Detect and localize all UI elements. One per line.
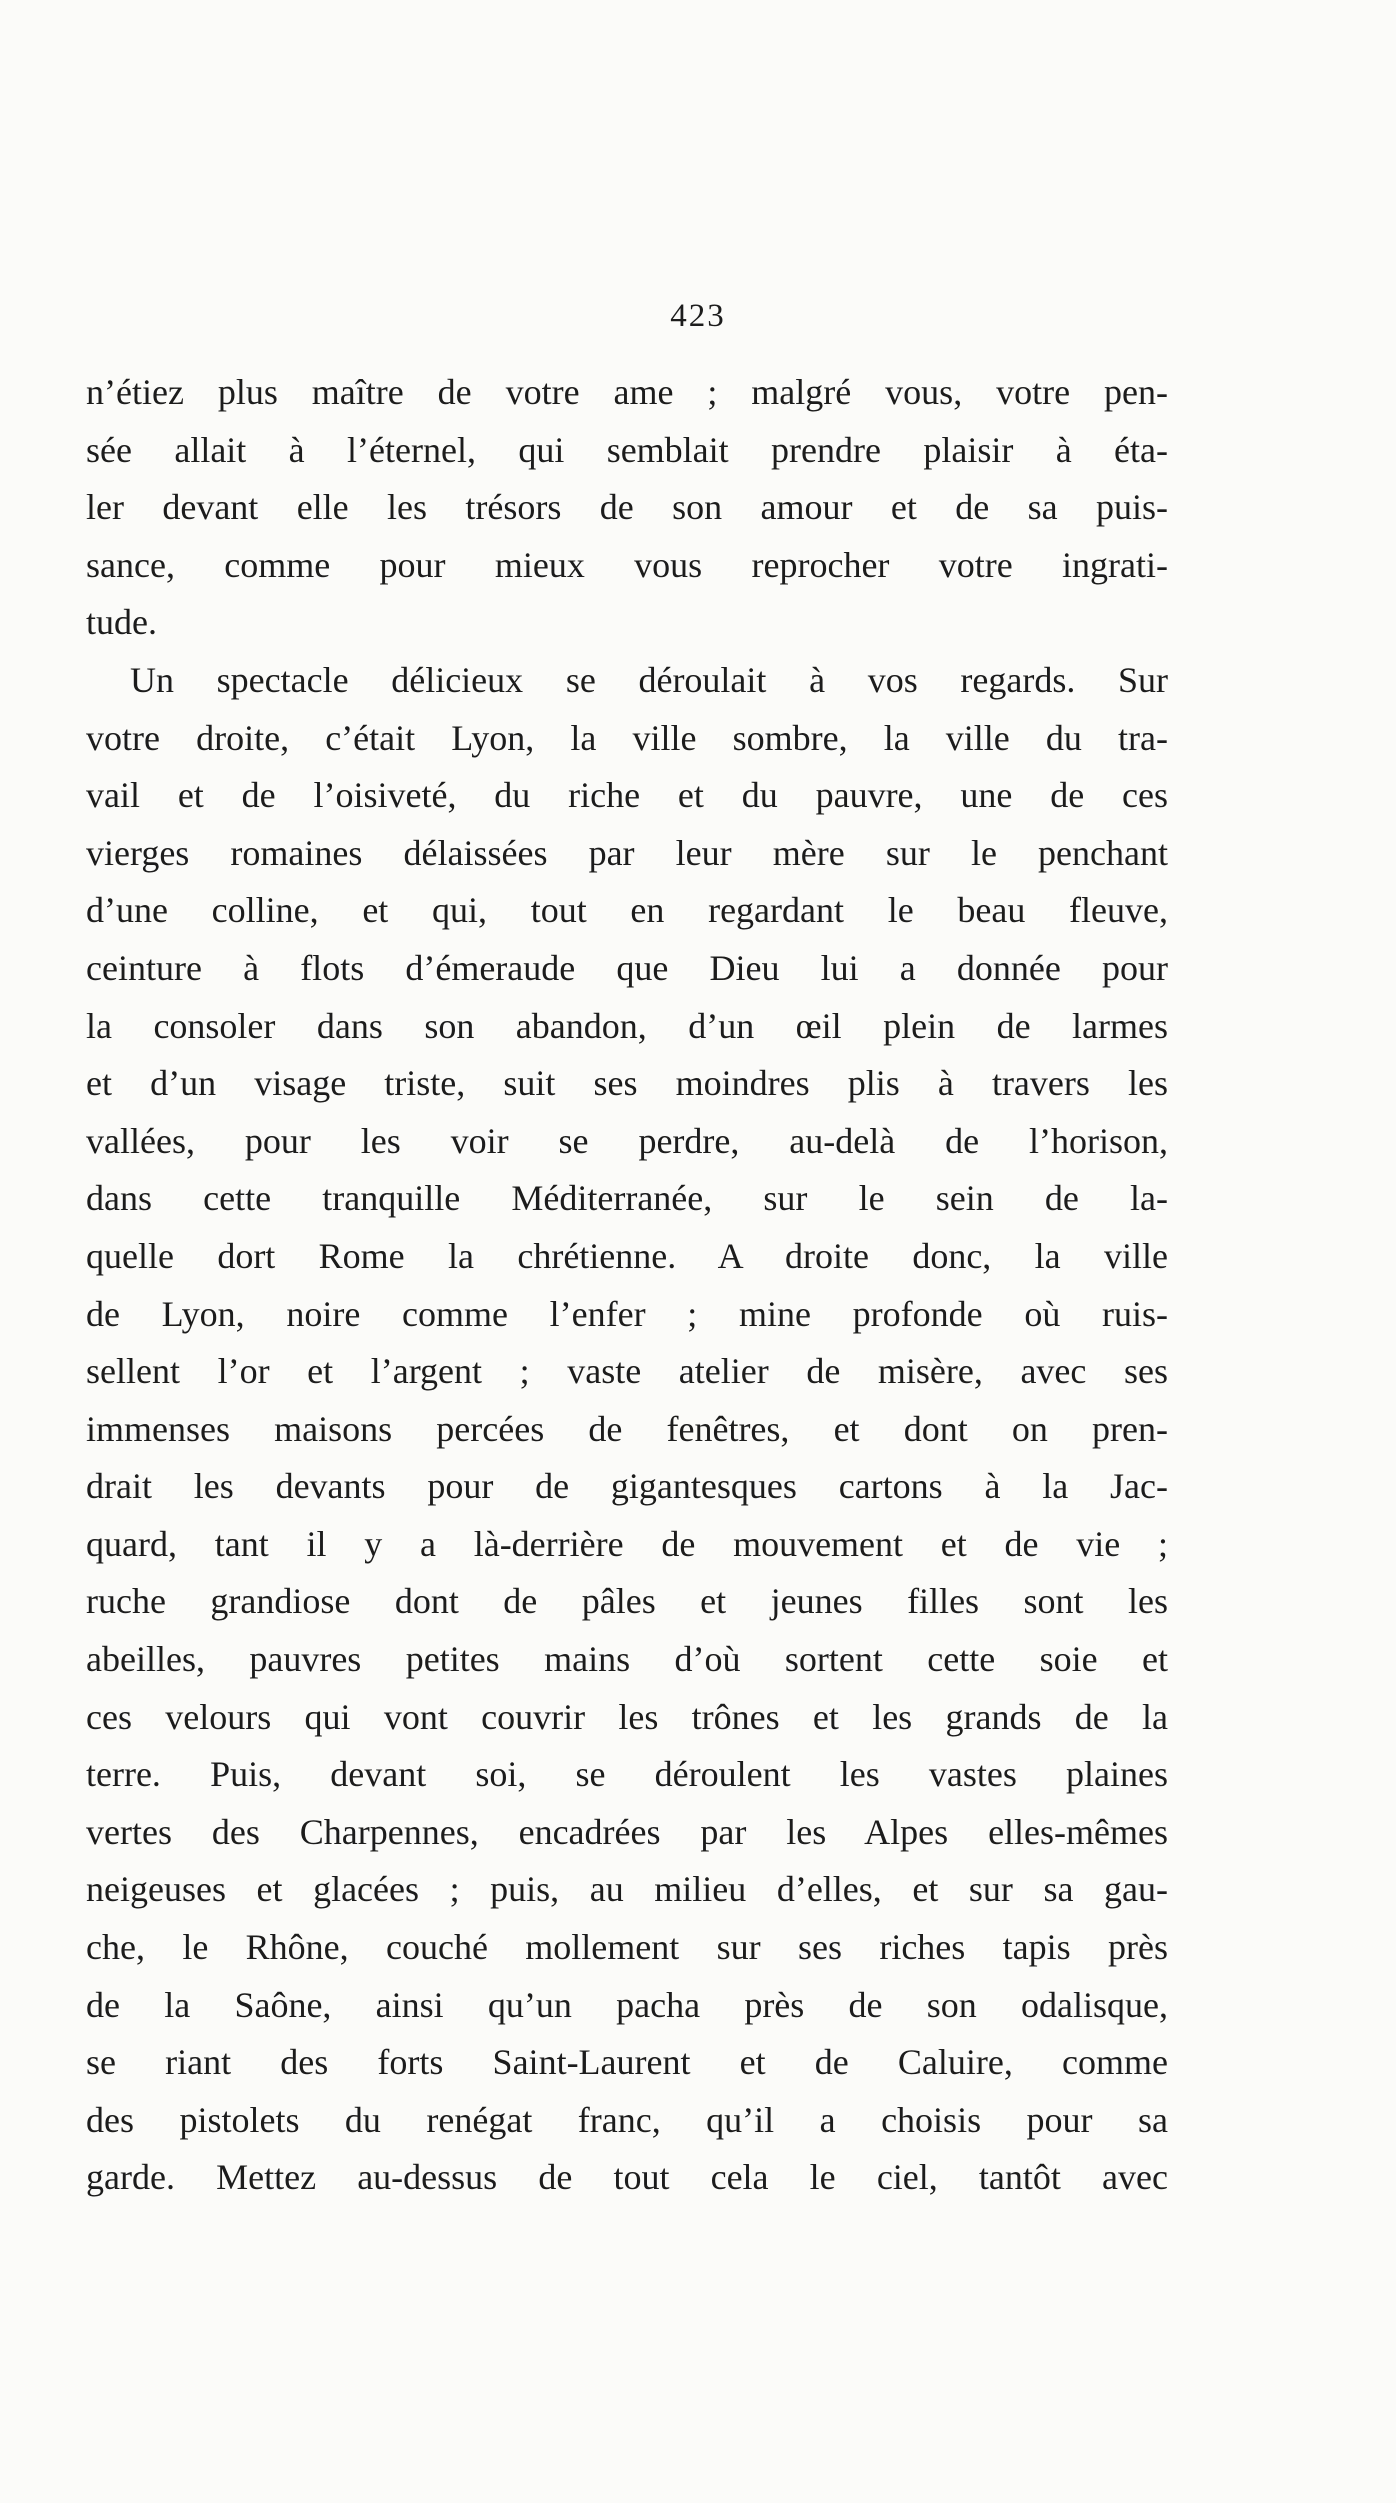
text-line: se riant des forts Saint-Laurent et de Caluire, comme [86, 2042, 1168, 2083]
text-line: votre droite, c’était Lyon, la ville sombre, la ville du tra- [86, 717, 1168, 758]
text-line: sellent l’or et l’argent ; vaste atelier de misère, avec ses [86, 1351, 1168, 1392]
text-line: quelle dort Rome la chrétienne. A droite donc, la ville [86, 1235, 1168, 1276]
text-line: quard, tant il y a là-derrière de mouvement et de vie ; [86, 1523, 1168, 1564]
text-line: de la Saône, ainsi qu’un pacha près de son odalisque, [86, 1984, 1168, 2025]
text-line: et d’un visage triste, suit ses moindres plis à travers les [86, 1063, 1168, 1104]
text-line: neigeuses et glacées ; puis, au milieu d’elles, et sur sa gau- [86, 1869, 1168, 1910]
text-line: ces velours qui vont couvrir les trônes et les grands de la [86, 1696, 1168, 1737]
page-number: 423 [670, 298, 726, 334]
text-line: abeilles, pauvres petites mains d’où sortent cette soie et [86, 1639, 1168, 1680]
text-line: garde. Mettez au-dessus de tout cela le ciel, tantôt avec [86, 2157, 1168, 2198]
text-line: vallées, pour les voir se perdre, au-delà de l’horison, [86, 1120, 1168, 1161]
body-text [86, 364, 1168, 2207]
text-line: Un spectacle délicieux se déroulait à vos regards. Sur [130, 659, 1168, 700]
text-line: sance, comme pour mieux vous reprocher votre ingrati- [86, 544, 1168, 585]
text-line: la consoler dans son abandon, d’un œil plein de larmes [86, 1005, 1168, 1046]
text-line: de Lyon, noire comme l’enfer ; mine profonde où ruis- [86, 1293, 1168, 1334]
text-line: vierges romaines délaissées par leur mère sur le penchant [86, 832, 1168, 873]
text-line: d’une colline, et qui, tout en regardant le beau fleuve, [86, 890, 1168, 931]
text-line: des pistolets du renégat franc, qu’il a choisis pour sa [86, 2099, 1168, 2140]
text-line: tude. [86, 602, 157, 643]
text-line: drait les devants pour de gigantesques cartons à la Jac- [86, 1466, 1168, 1507]
text-line: ler devant elle les trésors de son amour et de sa puis- [86, 487, 1168, 528]
text-line: terre. Puis, devant soi, se déroulent les vastes plaines [86, 1754, 1168, 1795]
text-line: che, le Rhône, couché mollement sur ses riches tapis près [86, 1927, 1168, 1968]
text-line: sée allait à l’éternel, qui semblait prendre plaisir à éta- [86, 429, 1168, 470]
text-line: immenses maisons percées de fenêtres, et dont on pren- [86, 1408, 1168, 1449]
text-line: ceinture à flots d’émeraude que Dieu lui a donnée pour [86, 947, 1168, 988]
text-line: vail et de l’oisiveté, du riche et du pauvre, une de ces [86, 775, 1168, 816]
text-line: ruche grandiose dont de pâles et jeunes filles sont les [86, 1581, 1168, 1622]
text-line: n’étiez plus maître de votre ame ; malgré vous, votre pen- [86, 372, 1168, 412]
text-line: vertes des Charpennes, encadrées par les Alpes elles-mêmes [86, 1811, 1168, 1852]
text-line: dans cette tranquille Méditerranée, sur le sein de la- [86, 1178, 1168, 1219]
